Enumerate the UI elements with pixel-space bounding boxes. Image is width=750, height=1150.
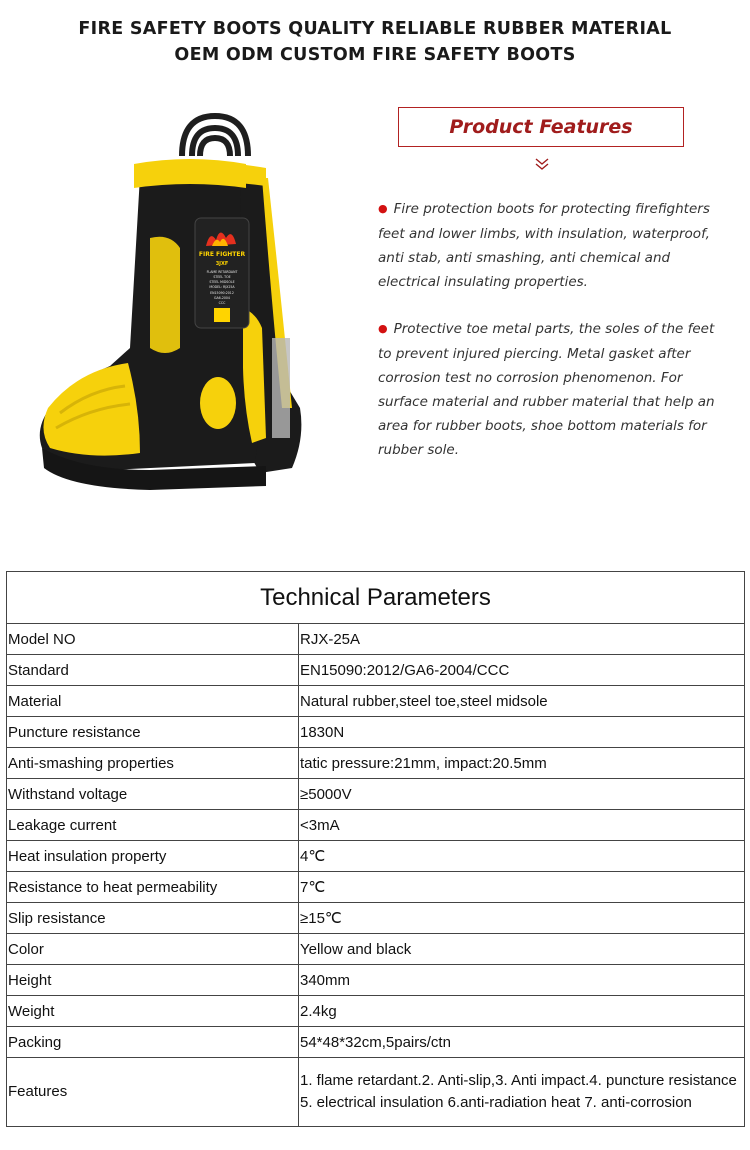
label-line-1: FLAME RETARDANT xyxy=(206,270,238,274)
param-value: 1. flame retardant.2. Anti-slip,3. Anti impact.4. puncture resistance 5. electrical insulation 6.anti-radiation heat 7. anti-corrosion xyxy=(299,1058,745,1127)
product-features-title: Product Features xyxy=(449,116,633,138)
table-row xyxy=(7,1027,745,1058)
label-line-7: CCC xyxy=(218,301,226,305)
param-value: ≥15℃ xyxy=(299,903,745,934)
feature-bullet-2 xyxy=(378,317,728,462)
param-value: EN15090:2012/GA6-2004/CCC xyxy=(299,655,745,686)
label-line-6: GA6-2004 xyxy=(214,296,230,300)
table-row xyxy=(7,872,745,903)
table-row xyxy=(7,841,745,872)
param-value: Yellow and black xyxy=(299,934,745,965)
param-label: Height xyxy=(7,965,299,996)
param-label: Material xyxy=(7,686,299,717)
title-line-1: FIRE SAFETY BOOTS QUALITY RELIABLE RUBBER MATERIAL xyxy=(78,19,672,39)
param-value: 1830N xyxy=(299,717,745,748)
param-label: Packing xyxy=(7,1027,299,1058)
param-value: RJX-25A xyxy=(299,624,745,655)
param-value: 54*48*32cm,5pairs/ctn xyxy=(299,1027,745,1058)
table-row xyxy=(7,779,745,810)
bullet-dot-icon: ● xyxy=(378,202,388,215)
table-row xyxy=(7,1058,745,1127)
product-features-heading xyxy=(398,107,684,147)
pull-loops xyxy=(182,116,248,156)
param-label: Puncture resistance xyxy=(7,717,299,748)
front-boot xyxy=(40,159,266,490)
table-row xyxy=(7,748,745,779)
param-label: Anti-smashing properties xyxy=(7,748,299,779)
param-value: <3mA xyxy=(299,810,745,841)
label-line-2: STEEL TOE xyxy=(213,275,231,279)
param-label: Color xyxy=(7,934,299,965)
param-label: Standard xyxy=(7,655,299,686)
title-line-2: OEM ODM CUSTOM FIRE SAFETY BOOTS xyxy=(174,45,576,65)
technical-parameters-table xyxy=(6,571,745,1127)
table-row xyxy=(7,810,745,841)
table-row xyxy=(7,717,745,748)
table-row xyxy=(7,934,745,965)
double-chevron-down-icon xyxy=(533,155,551,173)
bullet-dot-icon: ● xyxy=(378,322,388,335)
param-label: Leakage current xyxy=(7,810,299,841)
table-title: Technical Parameters xyxy=(7,572,745,624)
param-value: ≥5000V xyxy=(299,779,745,810)
table-row xyxy=(7,996,745,1027)
label-line-3: STEEL MIDSOLE xyxy=(209,280,235,284)
label-brand: 3JXF xyxy=(215,261,229,267)
param-value: 2.4kg xyxy=(299,996,745,1027)
feature-bullet-1 xyxy=(378,197,728,294)
label-line-5: EN15090:2012 xyxy=(210,291,234,295)
label-line-4: MODEL: RJX25A xyxy=(209,285,235,289)
param-label: Resistance to heat permeability xyxy=(7,872,299,903)
param-label: Slip resistance xyxy=(7,903,299,934)
feature-bullet-1-text: Fire protection boots for protecting firefighters feet and lower limbs, with insulation, waterproof, anti stab, anti smashing, anti chemical and electrical insulating properties. xyxy=(378,201,710,290)
param-value: 7℃ xyxy=(299,872,745,903)
page-title xyxy=(0,16,750,68)
table-row xyxy=(7,624,745,655)
param-label: Features xyxy=(7,1058,299,1127)
fire-boots-illustration xyxy=(30,108,360,508)
param-label: Withstand voltage xyxy=(7,779,299,810)
param-value: tatic pressure:21mm, impact:20.5mm xyxy=(299,748,745,779)
table-row xyxy=(7,965,745,996)
param-value: Natural rubber,steel toe,steel midsole xyxy=(299,686,745,717)
label-top: FIRE FIGHTER xyxy=(198,251,246,258)
param-label: Model NO xyxy=(7,624,299,655)
product-image xyxy=(30,108,360,508)
feature-bullet-2-text: Protective toe metal parts, the soles of the feet to prevent injured piercing. Metal gasket after corrosion test no corrosion phenomenon. For surface material and rubber material that help an area for rubber boots, shoe bottom materials for rubber sole. xyxy=(378,321,715,458)
param-value: 340mm xyxy=(299,965,745,996)
param-label: Heat insulation property xyxy=(7,841,299,872)
table-row xyxy=(7,903,745,934)
param-label: Weight xyxy=(7,996,299,1027)
table-row xyxy=(7,686,745,717)
param-value: 4℃ xyxy=(299,841,745,872)
table-row xyxy=(7,655,745,686)
